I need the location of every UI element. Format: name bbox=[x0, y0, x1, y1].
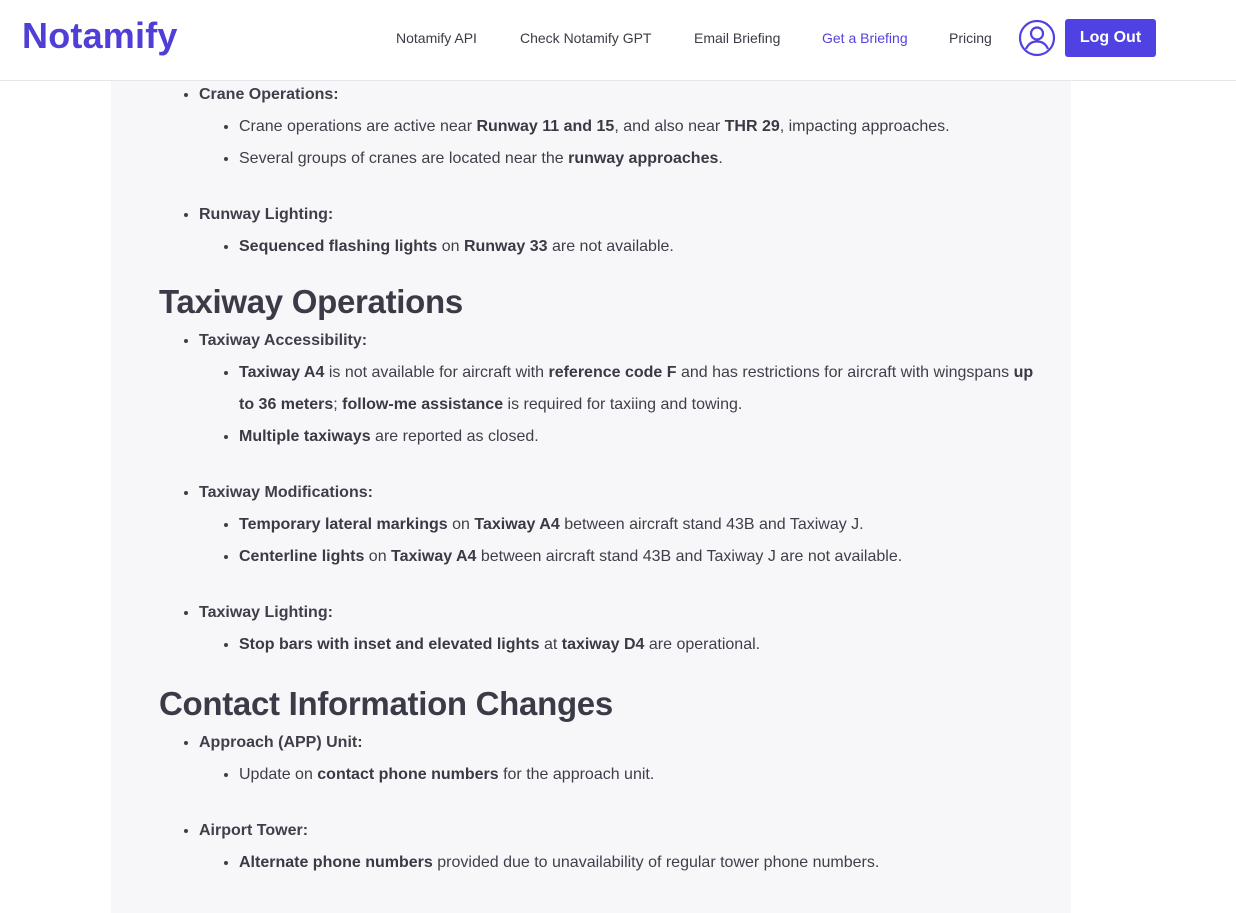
list-item: • Centerline lights on Taxiway A4 between aircraft stand 43B and Taxiway J are not available. bbox=[239, 541, 1039, 573]
top-navbar bbox=[0, 0, 1236, 81]
nav-notamify-api[interactable]: Notamify API bbox=[396, 30, 477, 46]
nav-get-a-briefing[interactable]: Get a Briefing bbox=[822, 30, 908, 46]
category-taxiway-modifications: Taxiway Modifications: bbox=[199, 484, 373, 501]
list-item bbox=[199, 815, 1039, 879]
user-circle-icon[interactable] bbox=[1018, 19, 1056, 57]
list-item: • Update on contact phone numbers for the approach unit. bbox=[239, 759, 1039, 791]
category-crane-operations: Crane Operations: bbox=[199, 86, 339, 103]
category-runway-lighting: Runway Lighting: bbox=[199, 206, 334, 223]
list-item: • Alternate phone numbers provided due to unavailability of regular tower phone numbers. bbox=[239, 847, 1039, 879]
list-item: • Taxiway A4 is not available for aircraft with reference code F and has restrictions for aircraft with wingspans up to 36 meters; follow-me assistance is required for taxiing and towing. bbox=[239, 357, 1039, 421]
section-heading-taxiway: Taxiway Operations bbox=[159, 283, 463, 320]
nav-pricing[interactable]: Pricing bbox=[949, 30, 992, 46]
runway-list bbox=[159, 81, 1039, 263]
category-taxiway-accessibility: Taxiway Accessibility: bbox=[199, 332, 368, 349]
list-item bbox=[199, 81, 1039, 199]
list-item bbox=[199, 325, 1039, 477]
list-item bbox=[199, 597, 1039, 661]
category-taxiway-lighting: Taxiway Lighting: bbox=[199, 604, 333, 621]
taxiway-list bbox=[159, 325, 1039, 661]
list-item: • Stop bars with inset and elevated lights at taxiway D4 are operational. bbox=[239, 629, 1039, 661]
list-item bbox=[199, 199, 1039, 263]
list-item bbox=[199, 727, 1039, 815]
logo[interactable]: Notamify bbox=[22, 15, 178, 56]
section-heading-contact: Contact Information Changes bbox=[159, 685, 613, 722]
list-item bbox=[199, 477, 1039, 597]
contact-list bbox=[159, 727, 1039, 879]
list-item: • Multiple taxiways are reported as closed. bbox=[239, 421, 1039, 453]
list-item: • Several groups of cranes are located near the runway approaches. bbox=[239, 143, 1039, 175]
category-approach-unit: Approach (APP) Unit: bbox=[199, 734, 363, 751]
nav-email-briefing[interactable]: Email Briefing bbox=[694, 30, 781, 46]
list-item: • Sequenced flashing lights on Runway 33 are not available. bbox=[239, 231, 1039, 263]
category-airport-tower: Airport Tower: bbox=[199, 822, 309, 839]
log-out-button[interactable]: Log Out bbox=[1065, 19, 1156, 57]
briefing-content bbox=[111, 81, 1071, 913]
list-item: • Crane operations are active near Runway 11 and 15, and also near THR 29, impacting approaches. bbox=[239, 111, 1039, 143]
nav-check-notamify-gpt[interactable]: Check Notamify GPT bbox=[520, 30, 652, 46]
list-item: • Temporary lateral markings on Taxiway A4 between aircraft stand 43B and Taxiway J. bbox=[239, 509, 1039, 541]
